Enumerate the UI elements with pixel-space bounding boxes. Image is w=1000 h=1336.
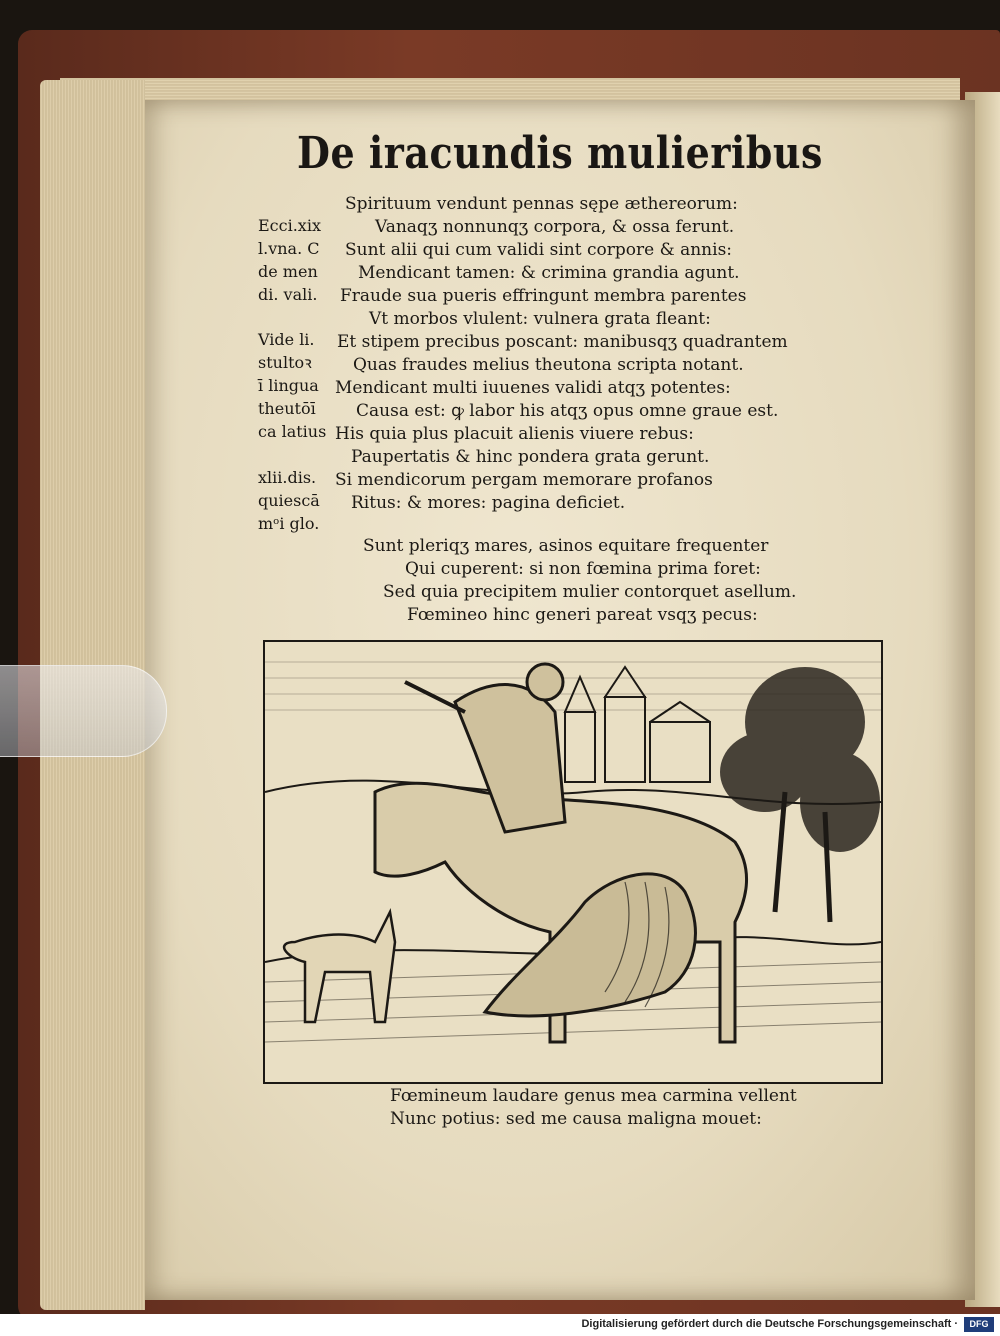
margin-note: mᵒi glo. [258,514,320,533]
verse-line: Sed quia precipitem mulier contorquet asellum. [383,582,797,602]
verse-line: Mendicant tamen: & crimina grandia agunt. [358,263,740,283]
woodcut-drawing [265,642,881,1082]
margin-note: de men [258,262,318,281]
verse-line: Qui cuperent: si non fœmina prima foret: [405,559,761,579]
margin-note: Vide li. [258,330,315,349]
verse-line: Mendicant multi iuuenes validi atqʒ potentes: [335,378,731,398]
verse-line: Et stipem precibus poscant: manibusqʒ quadrantem [337,332,788,352]
verse-line: His quia plus placuit alienis viuere rebus: [335,424,694,444]
verse-line: Ritus: & mores: pagina deficiet. [351,493,626,513]
verse-line: Causa est: ꝙ labor his atqʒ opus omne graue est. [356,401,779,421]
footer-bar [0,1314,1000,1336]
footer-credit: Digitalisierung gefördert durch die Deutsche Forschungsgemeinschaft · [581,1318,958,1330]
verse-line: Fœmineo hinc generi pareat vsqʒ pecus: [407,605,758,625]
caption-line: Nunc potius: sed me causa maligna mouet: [390,1109,762,1129]
margin-note: ī lingua [258,376,319,395]
verse-line: Sunt alii qui cum validi sint corpore & annis: [345,240,733,260]
verse-line: Sunt pleriqʒ mares, asinos equitare frequenter [363,536,769,556]
margin-note: stultoꝛ [258,353,312,372]
margin-note: l.vna. C [258,239,320,258]
margin-note: Ecci.xix [258,216,321,235]
margin-note: quiescā [258,491,320,510]
verse-line: Spirituum vendunt pennas sępe æthereorum: [345,194,738,214]
verse-line: Vt morbos vlulent: vulnera grata fleant: [369,309,711,329]
margin-note: xlii.dis. [258,468,317,487]
verse-line: Fraude sua pueris effringunt membra parentes [340,286,747,306]
bookmark-tab [0,665,167,757]
book-page [145,100,975,1300]
verse-line: Si mendicorum pergam memorare profanos [335,470,713,490]
woodcut-illustration-icon [263,640,883,1084]
verse-line: Quas fraudes melius theutona scripta notant. [353,355,744,375]
margin-note: di. vali. [258,285,318,304]
caption-line: Fœmineum laudare genus mea carmina vellent [390,1086,797,1106]
verse-line: Paupertatis & hinc pondera grata gerunt. [351,447,710,467]
dfg-logo-icon: DFG [964,1317,994,1332]
margin-note: theutōī [258,399,316,418]
margin-note: ca latius [258,422,327,441]
verse-line: Vanaqʒ nonnunqʒ corpora, & ossa ferunt. [375,217,735,237]
page-title: De iracundis mulieribus [297,126,823,179]
